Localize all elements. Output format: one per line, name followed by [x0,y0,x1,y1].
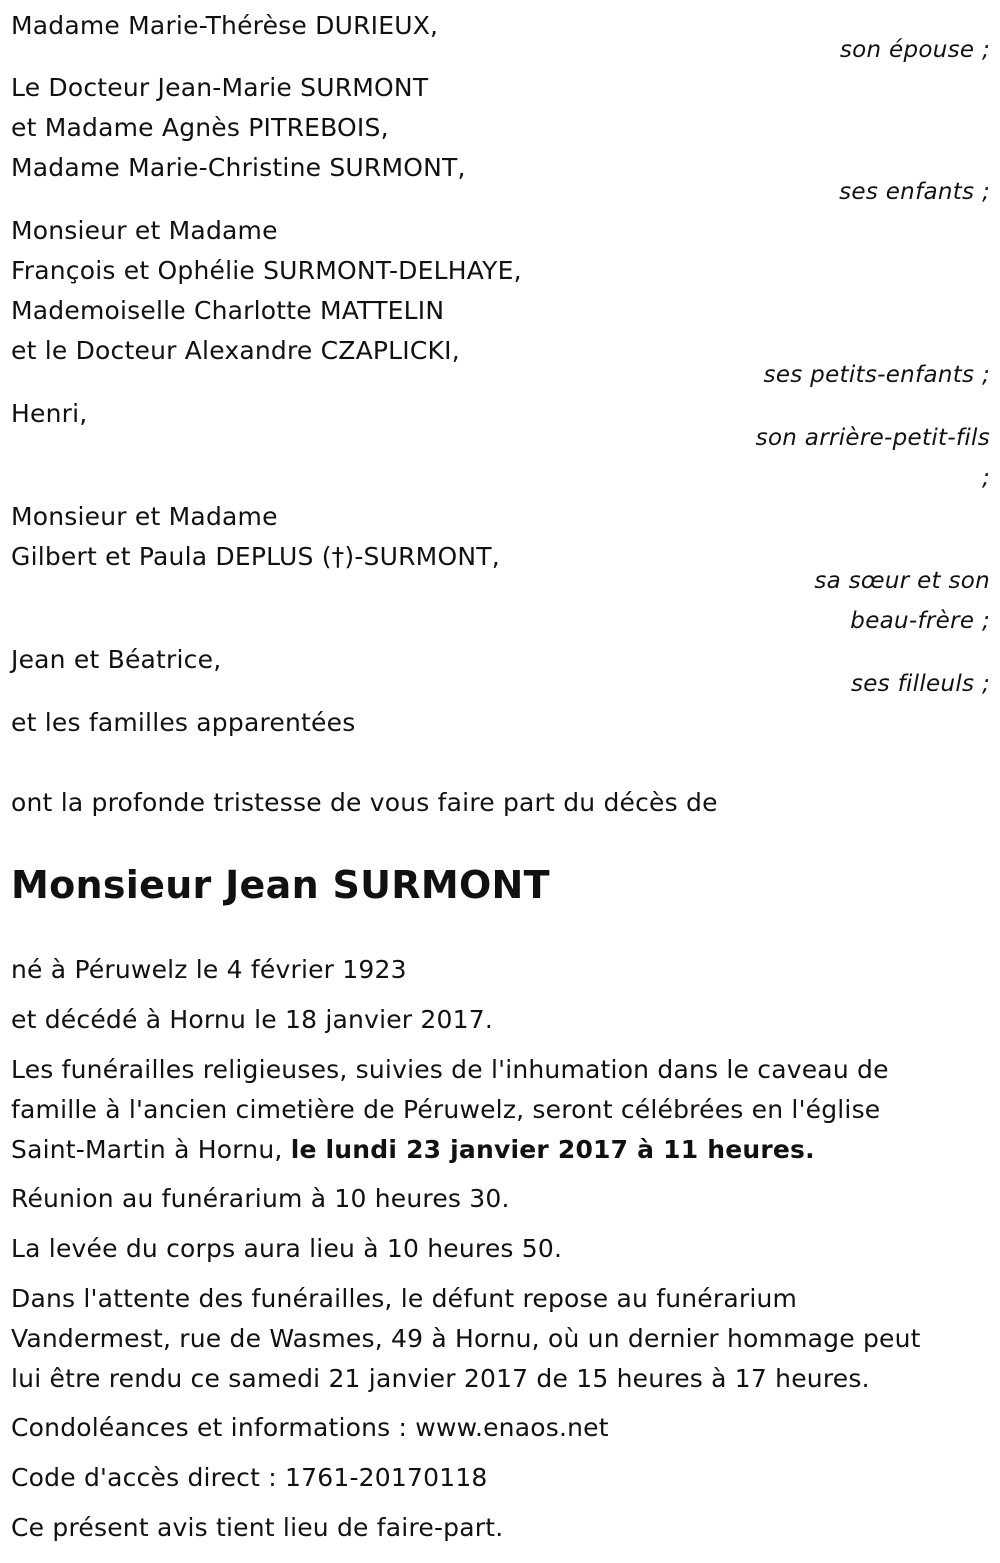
funeral-location: Saint-Martin à Hornu, [11,1135,291,1164]
family-soeur-line-1: Monsieur et Madame [11,502,278,531]
role-soeur-line-2: beau-frère ; [850,608,990,634]
repose-line-2: Vandermest, rue de Wasmes, 49 à Hornu, où un dernier hommage peut [11,1324,921,1353]
family-petits-enfants-line-3: Mademoiselle Charlotte MATTELIN [11,296,445,325]
repose-line-1: Dans l'attente des funérailles, le défunt repose au funérarium [11,1284,798,1313]
family-petits-enfants-line-2: François et Ophélie SURMONT-DELHAYE, [11,256,522,285]
family-soeur-line-2: Gilbert et Paula DEPLUS (†)-SURMONT, [11,542,500,571]
family-familles-apparentees: et les familles apparentées [11,708,356,737]
funeral-line-1: Les funérailles religieuses, suivies de l'inhumation dans le caveau de [11,1055,889,1084]
family-epouse-line-1: Madame Marie-Thérèse DURIEUX, [11,11,439,40]
family-arriere-petit-fils-line-1: Henri, [11,399,88,428]
role-filleuls: ses filleuls ; [850,671,990,697]
death-info: et décédé à Hornu le 18 janvier 2017. [11,1005,493,1034]
role-epouse: son épouse ; [839,37,990,63]
family-enfants-line-2: et Madame Agnès PITREBOIS, [11,113,389,142]
funeral-line-3 [11,1130,815,1170]
role-arriere-petit-fils-line-1: son arrière-petit-fils [755,425,990,451]
family-enfants-line-1: Le Docteur Jean-Marie SURMONT [11,73,429,102]
access-code: Code d'accès direct : 1761-20170118 [11,1463,488,1492]
deceased-name: Monsieur Jean SURMONT [11,863,550,907]
levee-info: La levée du corps aura lieu à 10 heures 50. [11,1234,563,1263]
family-petits-enfants-line-1: Monsieur et Madame [11,216,278,245]
role-soeur-line-1: sa sœur et son [814,568,990,594]
reunion-info: Réunion au funérarium à 10 heures 30. [11,1184,510,1213]
condoleances-info: Condoléances et informations : www.enaos.net [11,1413,609,1442]
funeral-date-time: le lundi 23 janvier 2017 à 11 heures. [290,1135,815,1164]
family-filleuls-line-1: Jean et Béatrice, [11,645,222,674]
announcement: ont la profonde tristesse de vous faire part du décès de [11,788,718,817]
funeral-line-2: famille à l'ancien cimetière de Péruwelz, seront célébrées en l'église [11,1095,881,1124]
role-arriere-petit-fils-line-2: ; [981,465,990,491]
role-petits-enfants: ses petits-enfants ; [763,362,990,388]
role-enfants: ses enfants ; [839,179,990,205]
repose-line-3: lui être rendu ce samedi 21 janvier 2017 de 15 heures à 17 heures. [11,1364,870,1393]
birth-info: né à Péruwelz le 4 février 1923 [11,955,407,984]
family-enfants-line-3: Madame Marie-Christine SURMONT, [11,153,466,182]
avis-note: Ce présent avis tient lieu de faire-part. [11,1513,504,1542]
family-petits-enfants-line-4: et le Docteur Alexandre CZAPLICKI, [11,336,460,365]
